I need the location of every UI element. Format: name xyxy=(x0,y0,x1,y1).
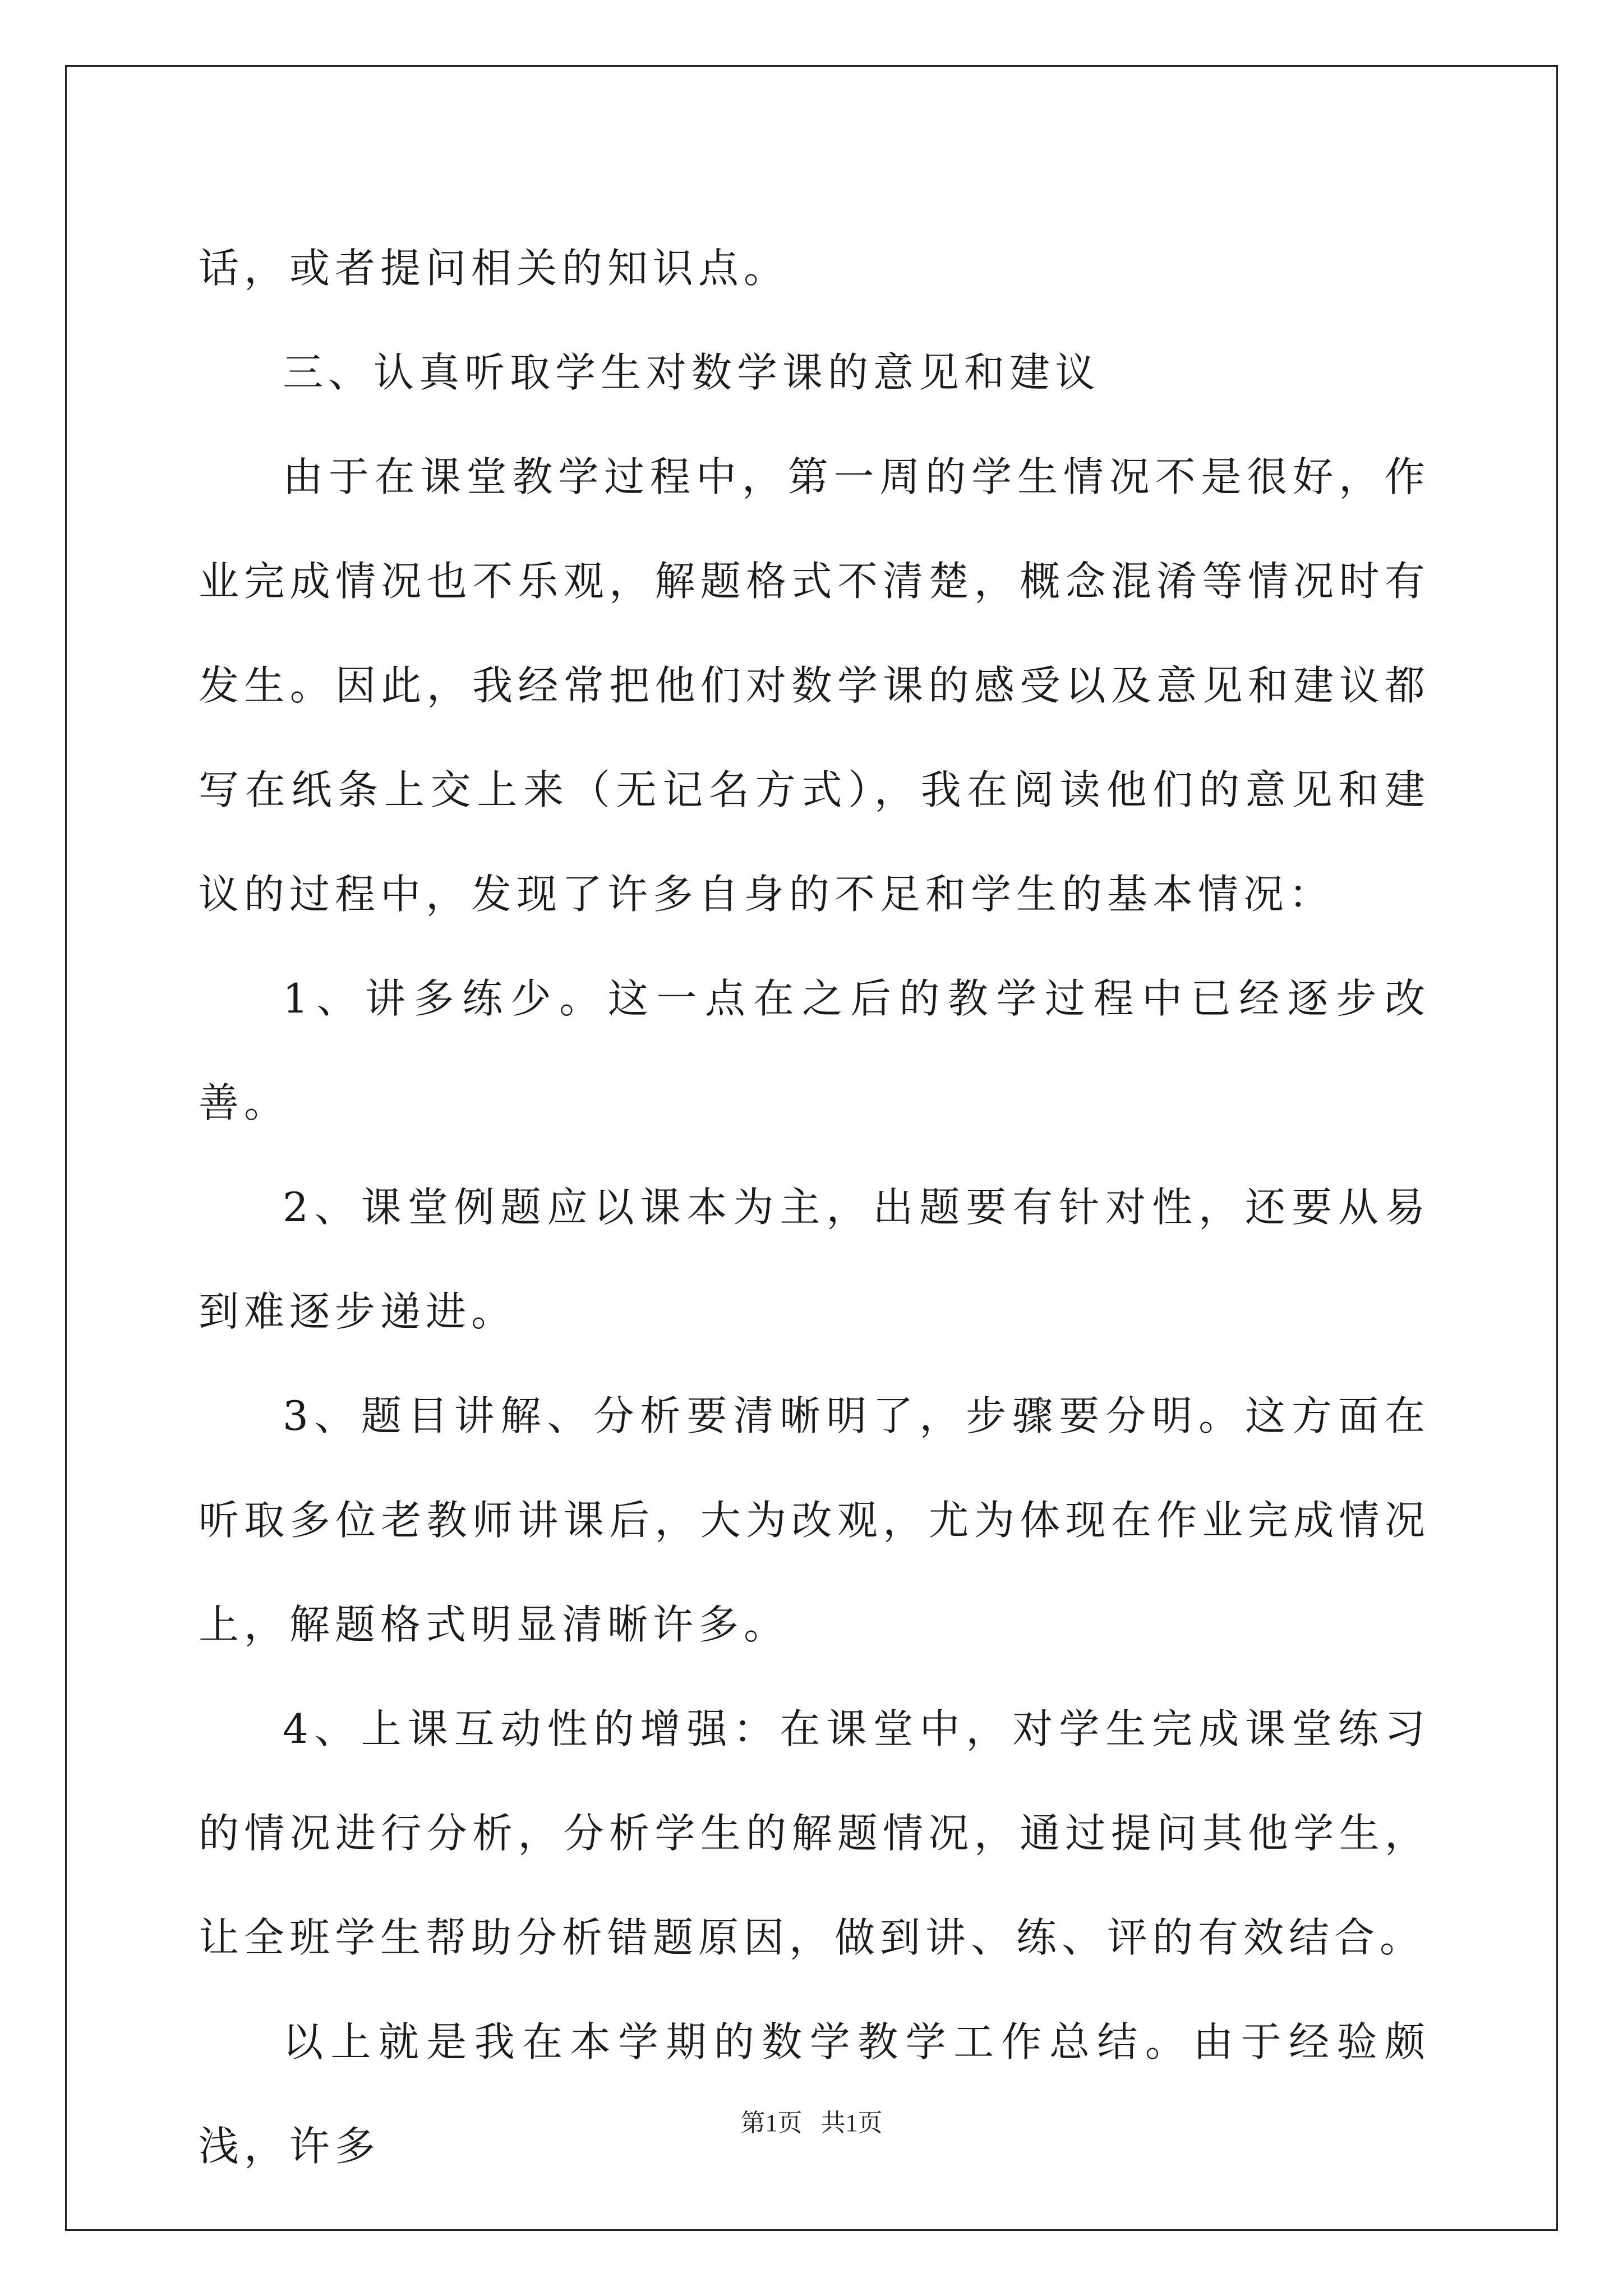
page-number-footer: 第1页 共1页 xyxy=(740,2109,883,2137)
list-item-4: 4、上课互动性的增强：在课堂中，对学生完成课堂练习的情况进行分析，分析学生的解题情况，通过提问其他学生，让全班学生帮助分析错题原因，做到讲、练、评的有效结合。 xyxy=(199,1705,1430,1961)
paragraph-summary: 以上就是我在本学期的数学教学工作总结。由于经验颇浅，许多 xyxy=(199,2018,1430,2170)
paragraph: 由于在课堂教学过程中，第一周的学生情况不是很好，作业完成情况也不乐观，解题格式不清楚，概念混淆等情况时有发生。因此，我经常把他们对数学课的感受以及意见和建议都写在纸条上交上来（无记名方式），我在阅读他们的意见和建议的过程中，发现了许多自身的不足和学生的基本情况： xyxy=(199,453,1430,918)
document-body xyxy=(199,216,1430,2198)
paragraph-continuation: 话，或者提问相关的知识点。 xyxy=(199,245,790,292)
list-item-1: 1、讲多练少。这一点在之后的教学过程中已经逐步改善。 xyxy=(199,975,1430,1126)
list-item-2: 2、课堂例题应以课本为主，出题要有针对性，还要从易到难逐步递进。 xyxy=(199,1184,1430,1335)
section-heading: 三、认真听取学生对数学课的意见和建议 xyxy=(283,349,1101,396)
list-item-3: 3、题目讲解、分析要清晰明了，步骤要分明。这方面在听取多位老教师讲课后，大为改观，尤为体现在作业完成情况上，解题格式明显清晰许多。 xyxy=(199,1392,1430,1648)
